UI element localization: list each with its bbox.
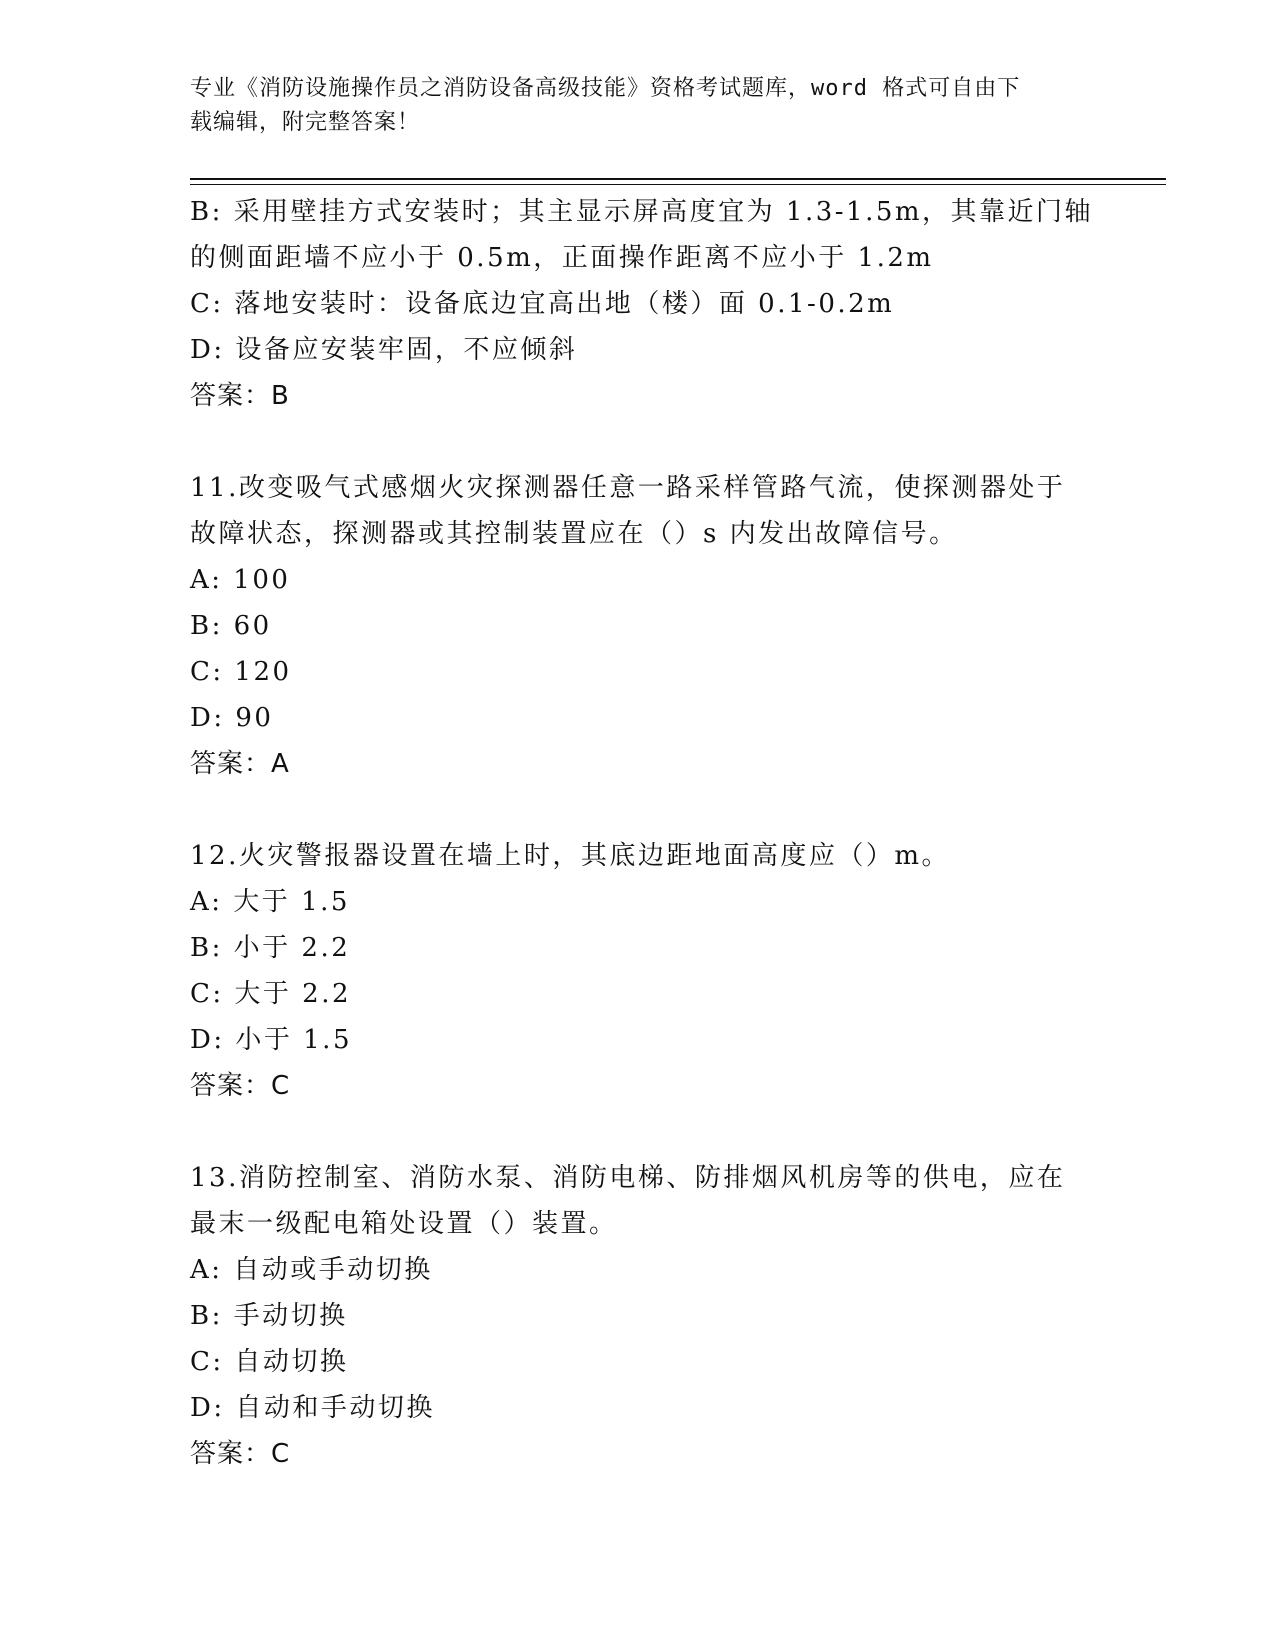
answer: 答案：A — [190, 749, 290, 779]
option-b: B: 60 — [190, 611, 272, 641]
option-b-line-1: B: 采用壁挂方式安装时；其主显示屏高度宜为 1.3-1.5m，其靠近门轴 — [190, 197, 1094, 227]
option-a: A: 大于 1.5 — [190, 887, 350, 917]
question-stem-line-1: 12.火灾警报器设置在墙上时，其底边距地面高度应（）m。 — [190, 841, 951, 871]
question-13 — [190, 1155, 1090, 1477]
answer: 答案：C — [190, 1439, 291, 1469]
document-header — [190, 72, 1090, 140]
answer: 答案：B — [190, 381, 290, 411]
option-d: D: 90 — [190, 703, 274, 733]
option-c: C: 120 — [190, 657, 292, 687]
question-10-continued — [190, 189, 1094, 419]
answer: 答案：C — [190, 1071, 291, 1101]
question-11 — [190, 465, 1090, 787]
question-12 — [190, 833, 1090, 1109]
header-line-1: 专业《消防设施操作员之消防设备高级技能》资格考试题库，word 格式可自由下 — [190, 76, 1021, 101]
spacer — [190, 787, 1090, 833]
option-d: D: 自动和手动切换 — [190, 1393, 435, 1423]
header-divider-thin — [190, 184, 1166, 185]
option-a: A: 100 — [190, 565, 291, 595]
question-stem-line-2: 最末一级配电箱处设置（）装置。 — [190, 1209, 618, 1239]
header-line-2: 载编辑，附完整答案！ — [190, 110, 421, 135]
header-divider-thick — [190, 178, 1166, 180]
question-stem-line-1: 11.改变吸气式感烟火灾探测器任意一路采样管路气流，使探测器处于 — [190, 473, 1066, 503]
spacer — [190, 419, 1090, 465]
option-b-line-2: 的侧面距墙不应小于 0.5m，正面操作距离不应小于 1.2m — [190, 243, 934, 273]
option-b: B: 手动切换 — [190, 1301, 348, 1331]
option-c: C: 落地安装时：设备底边宜高出地（楼）面 0.1-0.2m — [190, 289, 895, 319]
question-stem-line-2: 故障状态，探测器或其控制装置应在（）s 内发出故障信号。 — [190, 519, 958, 549]
spacer — [190, 1109, 1090, 1155]
option-a: A: 自动或手动切换 — [190, 1255, 433, 1285]
option-c: C: 大于 2.2 — [190, 979, 352, 1009]
question-list — [190, 189, 1094, 1477]
option-c: C: 自动切换 — [190, 1347, 349, 1377]
question-stem-line-1: 13.消防控制室、消防水泵、消防电梯、防排烟风机房等的供电，应在 — [190, 1163, 1066, 1193]
option-d: D: 小于 1.5 — [190, 1025, 352, 1055]
option-d: D: 设备应安装牢固，不应倾斜 — [190, 335, 578, 365]
option-b: B: 小于 2.2 — [190, 933, 351, 963]
